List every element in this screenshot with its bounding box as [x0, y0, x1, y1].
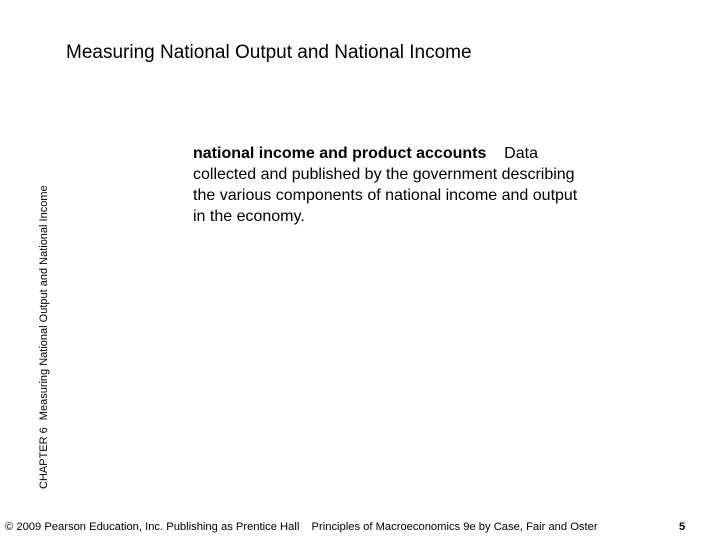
slide-title: Measuring National Output and National Income: [66, 42, 472, 63]
footer-book-title: Principles of Macroeconomics 9e by Case, Fair and Oster: [311, 521, 598, 533]
page-number: 5: [679, 521, 686, 533]
chapter-side-label: [39, 185, 50, 489]
chapter-title: Measuring National Output and National Income: [38, 185, 50, 421]
definition-text: Data collected and published by the government describing the various components of national income and output in the economy.: [193, 145, 578, 225]
definition-term: national income and product accounts: [193, 145, 487, 162]
footer-copyright: © 2009 Pearson Education, Inc. Publishing as Prentice Hall: [5, 521, 300, 533]
chapter-number: CHAPTER 6: [38, 427, 50, 489]
footer: [5, 522, 598, 533]
definition-block: [193, 143, 593, 227]
